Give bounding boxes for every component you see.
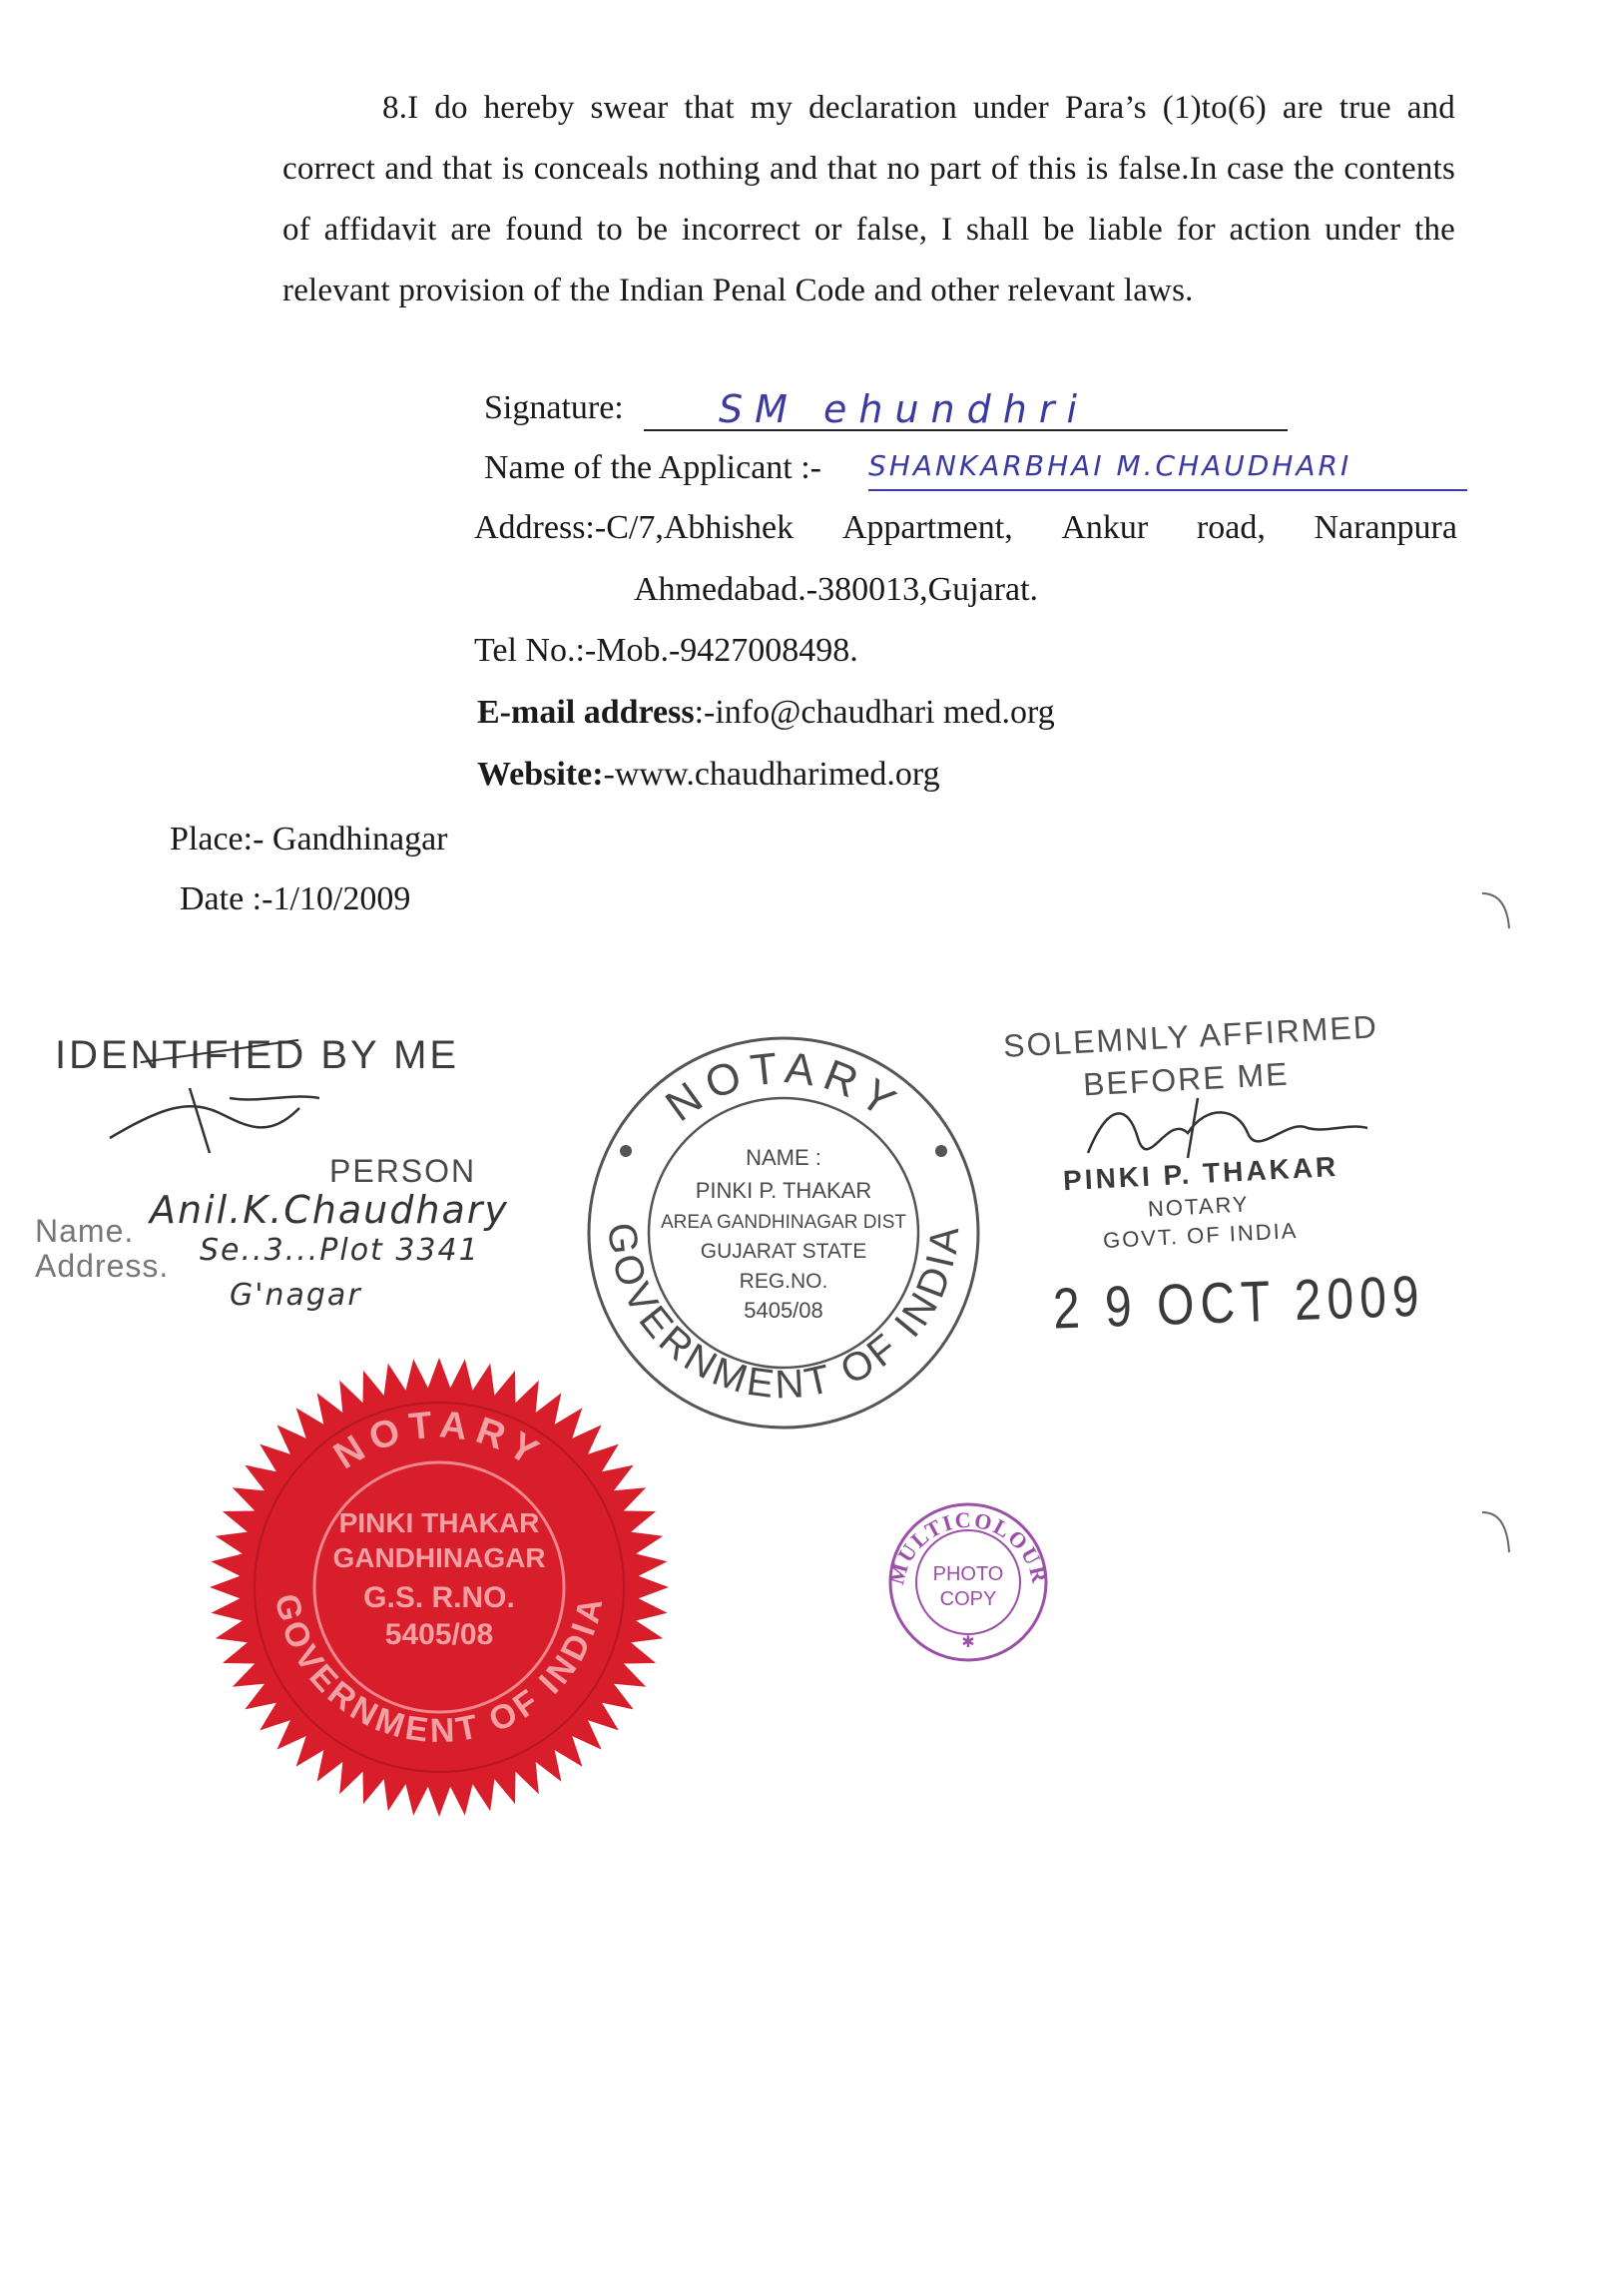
red-seal-line: GANDHINAGAR [332, 1542, 546, 1573]
place: Place:- Gandhinagar [170, 821, 448, 858]
email-value: :-info@chaudhari med.org [694, 694, 1055, 731]
red-seal-line: 5405/08 [384, 1618, 494, 1651]
email-line [477, 694, 1055, 732]
scan-edge-mark [1477, 888, 1517, 938]
photocopy-stamp [883, 1497, 1053, 1667]
applicant-name-underline [868, 489, 1467, 491]
red-notary-seal [205, 1353, 674, 1822]
identified-name-handwritten: Anil.K.Chaudhary [150, 1188, 509, 1232]
notary-stamp-line: PINKI P. THAKAR [695, 1178, 872, 1203]
notary-stamp-line: NAME : [746, 1145, 821, 1170]
address-part: Address:-C/7,Abhishek [474, 509, 795, 546]
svg-text:NOTARY [657, 1043, 910, 1131]
notary-role: NOTARY [1147, 1191, 1251, 1222]
applicant-name-label: Name of the Applicant :- [484, 449, 822, 486]
website-line [477, 756, 940, 794]
identified-by-me-stamp: IDENTIFIED BY ME [55, 1033, 460, 1077]
asterisk-icon: ✱ [961, 1632, 975, 1651]
photocopy-arc: MULTICOLOUR [883, 1506, 1053, 1587]
red-seal-line: G.S. R.NO. [363, 1581, 515, 1614]
declaration-paragraph: 8.I do hereby swear that my declaration under Para’s (1)to(6) are true and correct and that is conceals nothing and that no part of this is false.In case the contents of affidavit are found to be incorrect or false, I shall be liable for action under the relevant provision of the Indian Penal Code and other relevant laws. [282, 90, 1455, 308]
telephone: Tel No.:-Mob.-9427008498. [474, 632, 858, 669]
website-value: -www.chaudharimed.org [603, 756, 940, 793]
identified-address-handwritten: Se..3...Plot 3341 [200, 1233, 480, 1268]
website-label: Website: [477, 756, 604, 793]
photocopy-line: PHOTO [932, 1563, 1004, 1585]
red-seal-bottom-arc: GOVERNMENT OF INDIA [266, 1590, 612, 1751]
photocopy-line: COPY [939, 1588, 997, 1610]
red-seal-line: PINKI THAKAR [338, 1507, 540, 1538]
affirmed-date-stamp: 2 9 OCT 2009 [1052, 1265, 1426, 1342]
signature-label: Signature: [484, 389, 624, 426]
notary-name: PINKI P. THAKAR [1062, 1150, 1339, 1197]
scan-edge-mark [1477, 1507, 1517, 1567]
email-label: E-mail address [477, 694, 695, 731]
handwritten-signature: SM ehundhri [719, 387, 1090, 431]
address-part: Naranpura [1314, 509, 1457, 546]
notary-stamp-line: 5405/08 [744, 1298, 823, 1323]
solemnly-affirmed: SOLEMNLY AFFIRMED [1002, 1008, 1379, 1064]
address-part: Ankur [1061, 509, 1149, 546]
address-line-1 [474, 509, 1457, 547]
address-line-2: Ahmedabad.-380013,Gujarat. [634, 571, 1039, 608]
identified-name-label: Name. [35, 1213, 135, 1249]
applicant-name-handwritten: SHANKARBHAI M.CHAUDHARI [868, 449, 1352, 482]
notary-govt: GOVT. OF INDIA [1102, 1217, 1299, 1254]
identifier-signature-scribble [100, 1068, 329, 1158]
notary-stamp-top-arc: NOTARY [657, 1043, 910, 1132]
identified-city-handwritten: G'nagar [230, 1278, 362, 1313]
notary-stamp-line: AREA GANDHINAGAR DIST [661, 1212, 906, 1233]
notary-stamp-line: GUJARAT STATE [700, 1240, 867, 1263]
red-seal-top-arc: NOTARY [326, 1404, 552, 1478]
date: Date :-1/10/2009 [180, 880, 411, 917]
person-label: PERSON [329, 1153, 477, 1189]
notary-stamp-line: REG.NO. [739, 1270, 828, 1293]
before-me: BEFORE ME [1082, 1055, 1291, 1103]
notary-stamp-bottom-arc: GOVERNMENT OF INDIA [599, 1220, 968, 1408]
identified-address-label: Address. [35, 1248, 170, 1284]
address-part: road, [1196, 509, 1266, 546]
address-part: Appartment, [841, 509, 1013, 546]
